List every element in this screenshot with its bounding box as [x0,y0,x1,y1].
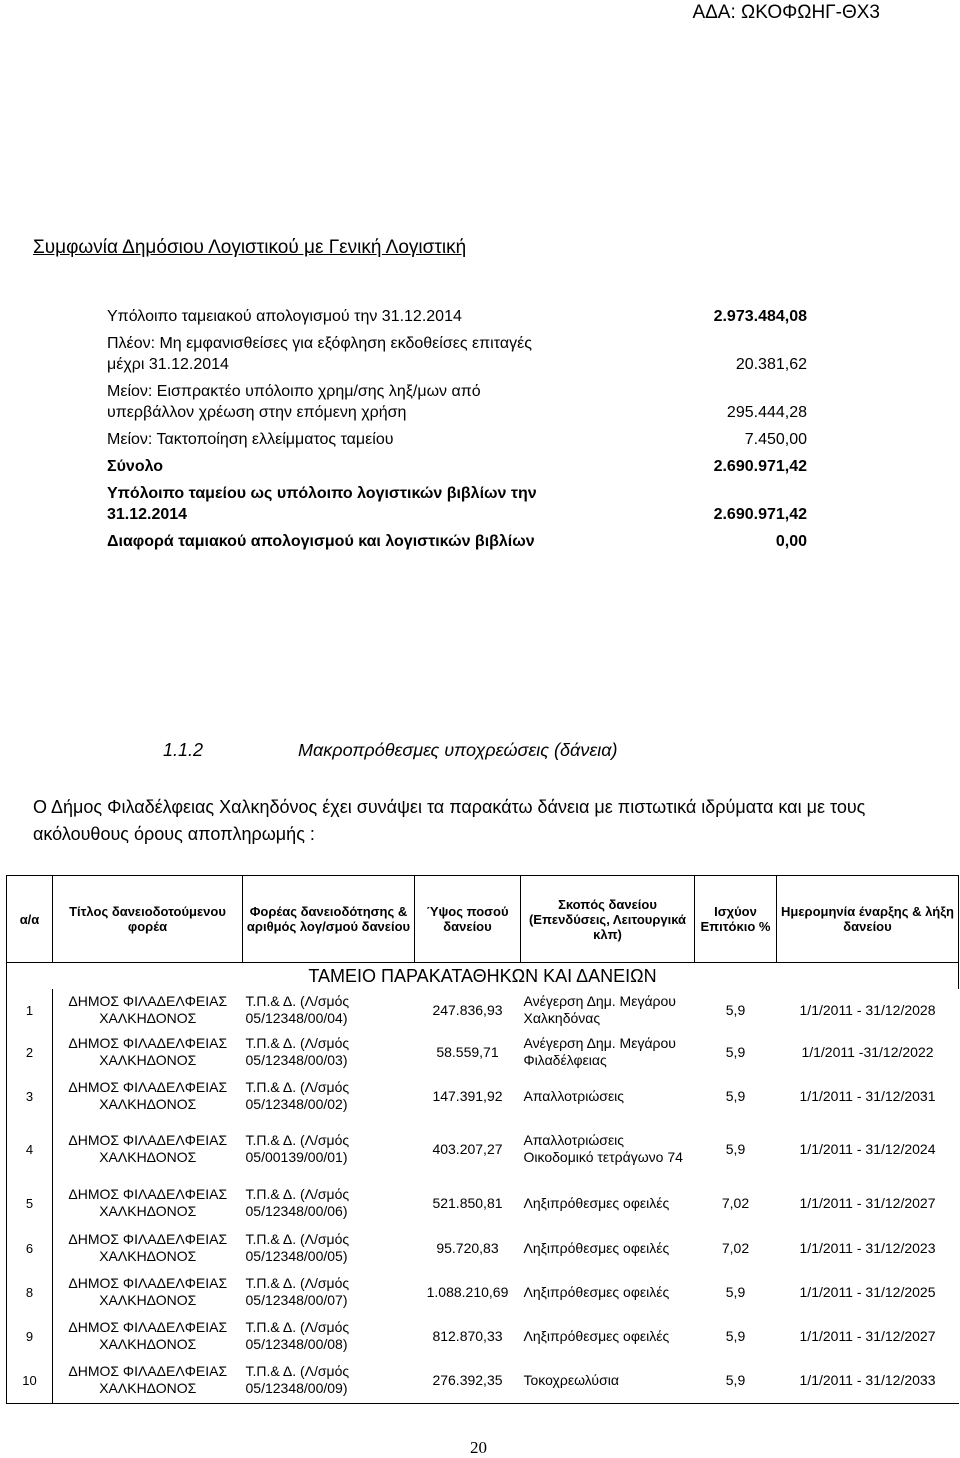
header-cell: Σκοπός δανείου (Επενδύσεις, Λειτουργικά κλπ) [521,876,695,963]
row-ref: Τ.Π.& Δ. (Λ/σμός 05/12348/00/02) [245,1079,350,1112]
row-period: 1/1/2011 - 31/12/2025 [799,1284,936,1300]
row-index: 3 [7,1073,53,1119]
ada-code: ΑΔΑ: ΩΚΟΦΩΗΓ-ΘΧ3 [692,2,880,23]
row-rate: 5,9 [725,1088,746,1104]
row-amount: 58.559,71 [436,1044,499,1060]
recon-amount: 2.973.484,08 [713,308,807,325]
row-rate: 5,9 [725,1002,746,1018]
recon-amount: 20.381,62 [735,356,807,373]
row-index: 10 [7,1357,53,1404]
row-purpose: Ληξιπρόθεσμες οφειλές [523,1239,670,1256]
row-period: 1/1/2011 - 31/12/2027 [799,1195,936,1211]
row-rate: 5,9 [725,1328,746,1344]
table-row [7,1315,959,1357]
header-cell: Ημερομηνία έναρξης & λήξη δανείου [777,876,959,963]
recon-label: Υπόλοιπο ταμείου ως υπόλοιπο λογιστικών βιβλίων την 31.12.2014 [107,485,537,523]
recon-amount: 2.690.971,42 [713,458,807,475]
row-period: 1/1/2011 - 31/12/2024 [799,1141,936,1157]
header-cell: Ύψος ποσού δανείου [415,876,521,963]
table-row [7,1073,959,1119]
recon-label: Μείον: Εισπρακτέο υπόλοιπο χρημ/σης ληξ/μων από υπερβάλλον χρέωση στην επόμενη χρήση [107,383,481,421]
row-index: 8 [7,1269,53,1315]
row-purpose: Ανέγερση Δημ. Μεγάρου Φιλαδέλφειας [523,1035,676,1068]
row-purpose: Απαλλοτριώσεις Οικοδομικό τετράγωνο 74 [523,1132,683,1165]
recon-amount: 2.690.971,42 [713,506,807,523]
row-index: 1 [7,989,53,1031]
recon-amount: 0,00 [775,533,807,550]
row-amount: 403.207,27 [432,1141,503,1157]
row-title: ΔΗΜΟΣ ΦΙΛΑΔΕΛΦΕΙΑΣ ΧΑΛΚΗΔΟΝΟΣ [68,1275,228,1308]
table-row [7,1179,959,1227]
section-title: Συμφωνία Δημόσιου Λογιστικού με Γενική Λογιστική [33,237,467,258]
row-index: 5 [7,1179,53,1227]
row-title: ΔΗΜΟΣ ΦΙΛΑΔΕΛΦΕΙΑΣ ΧΑΛΚΗΔΟΝΟΣ [68,1319,228,1352]
row-purpose: Ανέγερση Δημ. Μεγάρου Χαλκηδόνας [523,993,676,1026]
row-ref: Τ.Π.& Δ. (Λ/σμός 05/12348/00/08) [245,1319,350,1352]
header-cell: α/α [7,876,53,963]
row-index: 6 [7,1227,53,1269]
row-rate: 7,02 [721,1195,750,1211]
row-ref: Τ.Π.& Δ. (Λ/σμός 05/12348/00/04) [245,993,350,1026]
loans-table [6,875,959,1404]
row-amount: 812.870,33 [432,1328,503,1344]
row-ref: Τ.Π.& Δ. (Λ/σμός 05/12348/00/06) [245,1186,350,1219]
row-amount: 1.088.210,69 [426,1284,509,1300]
recon-label: Σύνολο [107,458,164,475]
table-row [7,1119,959,1179]
row-purpose: Ληξιπρόθεσμες οφειλές [523,1194,670,1211]
recon-row-minus-deficit [107,429,807,450]
row-amount: 95.720,83 [436,1240,499,1256]
recon-row-total [107,456,807,477]
row-index: 2 [7,1031,53,1073]
table-row [7,1031,959,1073]
row-ref: Τ.Π.& Δ. (Λ/σμός 05/12348/00/07) [245,1275,350,1308]
header-cell: Φορέας δανειοδότησης & αριθμός λογ/σμού δανείου [243,876,415,963]
row-period: 1/1/2011 - 31/12/2023 [799,1240,936,1256]
row-period: 1/1/2011 - 31/12/2028 [799,1002,936,1018]
row-amount: 276.392,35 [415,1357,521,1404]
row-index: 4 [7,1119,53,1179]
row-title: ΔΗΜΟΣ ΦΙΛΑΔΕΛΦΕΙΑΣ ΧΑΛΚΗΔΟΝΟΣ [68,1231,228,1264]
row-purpose: Ληξιπρόθεσμες οφειλές [523,1283,670,1300]
row-title: ΔΗΜΟΣ ΦΙΛΑΔΕΛΦΕΙΑΣ ΧΑΛΚΗΔΟΝΟΣ [53,1357,243,1404]
recon-row-books-balance [107,483,807,525]
subsection-number: 1.1.2 [163,740,204,760]
page-number: 20 [470,1438,487,1457]
row-amount: 147.391,92 [432,1088,503,1104]
row-rate: 5,9 [725,1141,746,1157]
table-row [7,1269,959,1315]
recon-amount: 295.444,28 [726,404,807,421]
row-purpose: Ληξιπρόθεσμες οφειλές [523,1327,670,1344]
row-rate: 5,9 [725,1044,746,1060]
row-ref: Τ.Π.& Δ. (Λ/σμός 05/12348/00/03) [245,1035,350,1068]
row-period: 1/1/2011 -31/12/2022 [801,1044,934,1060]
row-purpose: Τοκοχρεωλύσια [521,1357,695,1404]
intro-paragraph: Ο Δήμος Φιλαδέλφειας Χαλκηδόνος έχει συνάψει τα παρακάτω δάνεια με πιστωτικά ιδρύματα και με τους ακόλουθους όρους αποπληρωμής : [33,797,866,844]
row-purpose: Απαλλοτριώσεις [523,1087,625,1104]
row-period: 1/1/2011 - 31/12/2033 [777,1357,959,1404]
row-title: ΔΗΜΟΣ ΦΙΛΑΔΕΛΦΕΙΑΣ ΧΑΛΚΗΔΟΝΟΣ [68,1186,228,1219]
row-ref: Τ.Π.& Δ. (Λ/σμός 05/00139/00/01) [245,1132,350,1165]
recon-row-difference [107,531,807,552]
table-row [7,1227,959,1269]
row-amount: 521.850,81 [432,1195,503,1211]
row-rate: 5,9 [725,1284,746,1300]
reconciliation-block [107,306,807,558]
recon-row-minus-receivable [107,381,807,423]
row-period: 1/1/2011 - 31/12/2031 [799,1088,936,1104]
row-ref: Τ.Π.& Δ. (Λ/σμός 05/12348/00/09) [243,1357,415,1404]
recon-label: Μείον: Τακτοποίηση ελλείμματος ταμείου [107,431,394,448]
row-amount: 247.836,93 [432,1002,503,1018]
bank-row [7,963,959,990]
row-period: 1/1/2011 - 31/12/2027 [799,1328,936,1344]
recon-row-cash-balance [107,306,807,327]
header-cell: Τίτλος δανειοδοτούμενου φορέα [53,876,243,963]
row-ref: Τ.Π.& Δ. (Λ/σμός 05/12348/00/05) [245,1231,350,1264]
row-title: ΔΗΜΟΣ ΦΙΛΑΔΕΛΦΕΙΑΣ ΧΑΛΚΗΔΟΝΟΣ [68,993,228,1026]
recon-label: Πλέον: Μη εμφανισθείσες για εξόφληση εκδοθείσες επιταγές μέχρι 31.12.2014 [107,335,532,373]
recon-label: Διαφορά ταμιακού απολογισμού και λογιστικών βιβλίων [107,533,535,550]
table-row [7,1357,959,1404]
table-row [7,989,959,1031]
header-cell: Ισχύον Επιτόκιο % [695,876,777,963]
recon-amount: 7.450,00 [744,431,807,448]
recon-row-plus-cheques [107,333,807,375]
row-title: ΔΗΜΟΣ ΦΙΛΑΔΕΛΦΕΙΑΣ ΧΑΛΚΗΔΟΝΟΣ [68,1079,228,1112]
row-title: ΔΗΜΟΣ ΦΙΛΑΔΕΛΦΕΙΑΣ ΧΑΛΚΗΔΟΝΟΣ [68,1035,228,1068]
row-rate: 7,02 [721,1240,750,1256]
bank-name: ΤΑΜΕΙΟ ΠΑΡΑΚΑΤΑΘΗΚΩΝ ΚΑΙ ΔΑΝΕΙΩΝ [7,963,959,990]
row-title: ΔΗΜΟΣ ΦΙΛΑΔΕΛΦΕΙΑΣ ΧΑΛΚΗΔΟΝΟΣ [68,1132,228,1165]
row-rate: 5,9 [695,1357,777,1404]
table-header-row [7,876,959,963]
row-index: 9 [7,1315,53,1357]
recon-label: Υπόλοιπο ταμειακού απολογισμού την 31.12.2014 [107,308,462,325]
subsection-title: Μακροπρόθεσμες υποχρεώσεις (δάνεια) [298,740,618,760]
